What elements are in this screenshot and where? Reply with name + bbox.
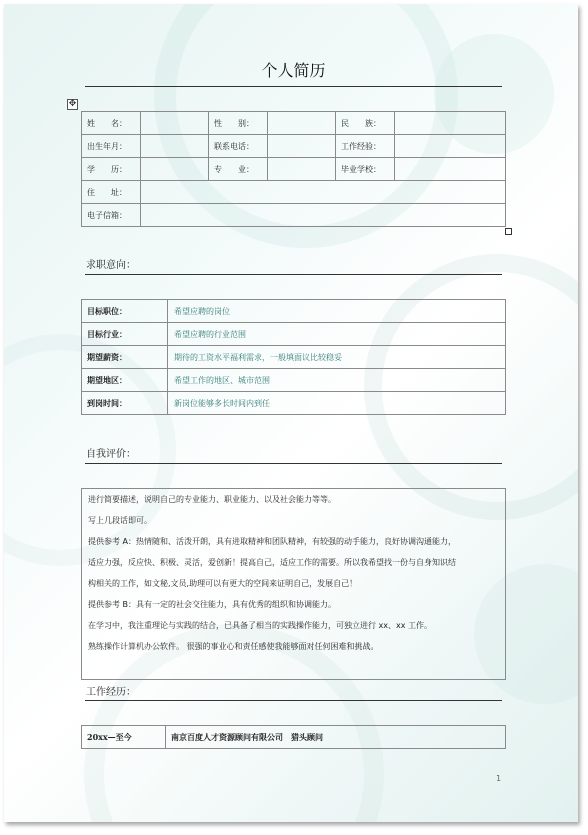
intent-value[interactable]: 希望应聘的岗位 [168, 300, 506, 323]
table-row [82, 112, 506, 135]
experience-label: 工作经验： [336, 135, 395, 158]
work-history-heading: 工作经历： [86, 687, 136, 698]
school-field[interactable] [395, 158, 506, 181]
intent-value[interactable]: 期待的工资水平福利需求，一般填面议比较稳妥 [168, 346, 506, 369]
section-divider [85, 274, 502, 275]
table-row [82, 726, 506, 749]
self-eval-line: 适应力强，反应快、积极、灵活，爱创新！提高自己，适应工作的需要。所以我希望找一份与自身知识结 [88, 558, 456, 567]
self-eval-line: 熟练操作计算机办公软件。 很强的事业心和责任感使我能够面对任何困难和挑战。 [88, 642, 379, 651]
email-label: 电子信箱： [82, 204, 141, 227]
major-label: 专 业： [209, 158, 268, 181]
self-eval-box[interactable] [81, 488, 506, 680]
intent-key: 期望地区： [82, 369, 168, 392]
table-row [82, 300, 506, 323]
intent-value[interactable]: 新岗位能够多长时间内到任 [168, 392, 506, 415]
name-label: 姓 名： [82, 112, 141, 135]
intent-value[interactable]: 希望工作的地区、城市范围 [168, 369, 506, 392]
self-eval-line: 提供参考 B：具有一定的社会交往能力，具有优秀的组织和协调能力。 [88, 600, 337, 609]
table-row [82, 181, 506, 204]
intent-key: 目标职位： [82, 300, 168, 323]
job-intent-heading: 求职意向： [86, 260, 136, 271]
section-divider [85, 463, 502, 464]
ethnicity-label: 民 族： [336, 112, 395, 135]
intent-key: 目标行业： [82, 323, 168, 346]
work-history-table [81, 725, 506, 749]
degree-field[interactable] [141, 158, 209, 181]
work-detail[interactable]: 南京百度人才资源顾问有限公司 猎头顾问 [166, 726, 506, 749]
phone-field[interactable] [268, 135, 336, 158]
address-field[interactable] [141, 181, 506, 204]
self-eval-line: 构相关的工作，如文秘,文员,助理可以有更大的空间来证明自己，发展自己！ [88, 579, 358, 588]
experience-field[interactable] [395, 135, 506, 158]
page-number: 1 [496, 774, 502, 783]
table-row [82, 158, 506, 181]
self-eval-line: 在学习中，我注重理论与实践的结合，已具备了相当的实践操作能力，可独立进行 xx、xx 工作。 [88, 621, 433, 630]
self-eval-line: 提供参考 A：热情随和、活泼开朗，具有进取精神和团队精神，有较强的动手能力，良好协调沟通能力， [88, 537, 457, 546]
table-row [82, 346, 506, 369]
self-eval-heading: 自我评价： [86, 449, 136, 460]
gender-label: 性 别： [209, 112, 268, 135]
ethnicity-field[interactable] [395, 112, 506, 135]
degree-label: 学 历： [82, 158, 141, 181]
address-label: 住 址： [82, 181, 141, 204]
table-row [82, 204, 506, 227]
table-resize-handle[interactable] [505, 228, 512, 235]
email-field[interactable] [141, 204, 506, 227]
gender-field[interactable] [268, 112, 336, 135]
title-underline [85, 86, 502, 87]
intent-key: 到岗时间： [82, 392, 168, 415]
section-divider [85, 700, 502, 701]
name-field[interactable] [141, 112, 209, 135]
basic-info-table [81, 111, 506, 227]
self-eval-line: 写上几段话即可。 [88, 516, 152, 525]
table-row [82, 135, 506, 158]
birth-field[interactable] [141, 135, 209, 158]
birth-label: 出生年月： [82, 135, 141, 158]
table-row [82, 369, 506, 392]
work-period[interactable]: 20xx—至今 [82, 726, 166, 749]
intent-key: 期望薪资： [82, 346, 168, 369]
table-move-handle-icon[interactable]: ✥ [68, 99, 77, 109]
intent-value[interactable]: 希望应聘的行业范围 [168, 323, 506, 346]
table-row [82, 392, 506, 415]
self-eval-line: 进行简要描述，说明自己的专业能力、职业能力、以及社会能力等等。 [88, 495, 336, 504]
page-title: 个人简历 [261, 61, 326, 80]
major-field[interactable] [268, 158, 336, 181]
school-label: 毕业学校： [336, 158, 395, 181]
job-intent-table [81, 299, 506, 415]
phone-label: 联系电话： [209, 135, 268, 158]
table-row [82, 323, 506, 346]
